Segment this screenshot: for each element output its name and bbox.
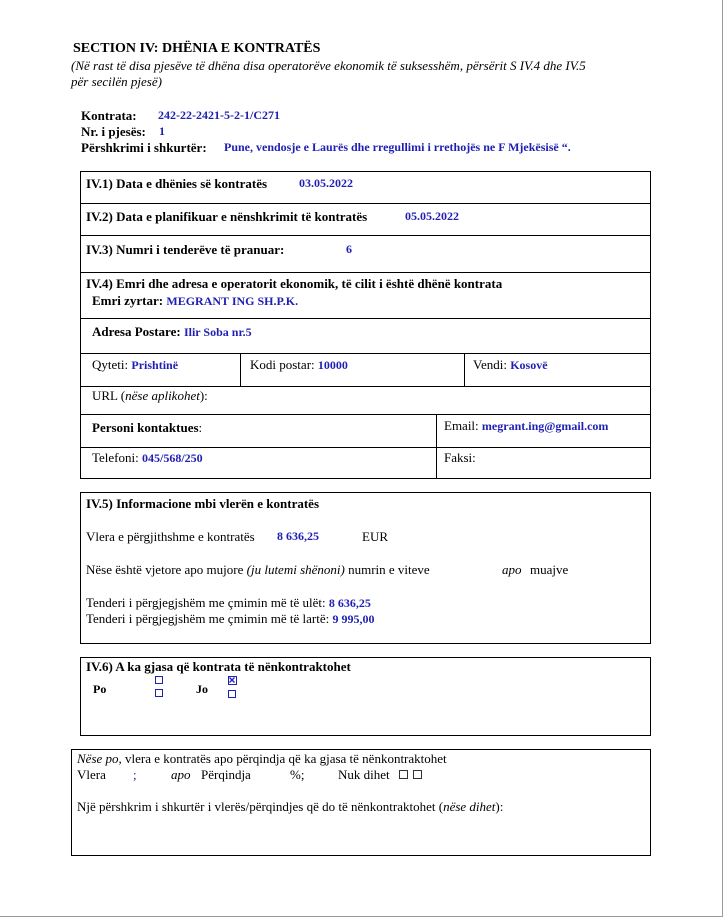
kodi-row [250,357,348,373]
adresa-row: Adresa Postare: Ilir Soba nr.5 [92,324,252,339]
apo-text: apo [502,562,522,577]
percent-sign: %; [290,767,305,782]
divider [80,386,651,387]
telefoni-value: 045/568/250 [142,451,203,465]
jo-checkbox[interactable] [228,690,236,698]
ulet-value: 8 636,25 [328,596,371,610]
personi-row: Personi kontaktues: [92,420,203,435]
iv3-value: 6 [346,242,352,256]
adresa-value: Ilir Soba nr.5 [183,325,252,339]
email-row [444,418,608,434]
adresa-label: Adresa Postare [92,324,177,339]
url-label: URL ( [92,388,126,403]
semicolon: ; [133,767,137,782]
iv6-label: IV.6) A ka gjasa që kontrata të nënkontraktohet [86,659,351,674]
ulet-row [86,595,371,611]
vlera-label-sub: Vlera [77,767,106,782]
pershkrimi-label: Përshkrimi i shkurtër: [81,140,207,155]
vendi-label: Vendi: [473,357,507,372]
qyteti-value: Prishtinë [131,358,179,372]
vjetore-row [86,562,430,578]
vjetore-text2: numrin e viteve [348,562,430,577]
telefoni-row [92,450,203,466]
kodi-value: 10000 [317,358,348,372]
nese-po: Nëse po, [77,751,122,766]
divider [80,235,651,236]
pershkrim-note: nëse dihet [443,799,496,814]
vjetore-note: (ju lutemi shënoni) [246,562,345,577]
faksi-label: Faksi: [444,450,476,465]
larte-label: Tenderi i përgjegjshëm me çmimin më të lartë: [86,611,330,626]
pershkrim-end: ): [495,799,504,814]
line1-rest: vlera e kontratës apo përqindja që ka gjasa të nënkontraktohet [121,751,447,766]
iv5-label: IV.5) Informacione mbi vlerën e kontratës [86,496,320,511]
emri-value: MEGRANT ING SH.P.K. [166,294,299,308]
email-value: megrant.ing@gmail.com [481,419,609,433]
currency: EUR [362,529,388,544]
iv4-label: IV.4) Emri dhe adresa e operatorit ekonomik, të cilit i është dhënë kontrata [86,276,503,291]
pershkrimi-value: Pune, vendosje e Laurës dhe rregullimi i rrethojës ne F Mjekësisë “. [224,140,571,154]
larte-value: 9 995,00 [332,612,375,626]
apo-sub: apo [171,767,191,782]
section-note-line1: (Në rast të disa pjesëve të dhëna disa operatorëve ekonomik të suksesshëm, përsërit S IV.4 dhe IV.5 [71,58,586,73]
iv1-value: 03.05.2022 [299,176,353,190]
perqindja-label: Përqindja [201,767,251,782]
divider [464,353,465,386]
po-label: Po [93,682,107,696]
divider [80,203,651,204]
qyteti-row [92,357,178,373]
iv1-label: IV.1) Data e dhënies së kontratës [86,176,268,191]
kodi-label: Kodi postar: [250,357,315,372]
ulet-label: Tenderi i përgjegjshëm me çmimin më të ulët: [86,595,326,610]
divider [80,414,651,415]
jo-label: Jo [196,682,208,696]
vjetore-text1: Nëse është vjetore apo mujore [86,562,244,577]
subcontract-line1 [77,751,447,767]
vlera-label: Vlera e përgjithshme e kontratës [86,529,255,544]
iv2-value: 05.05.2022 [405,209,459,223]
emri-label: Emri zyrtar [92,293,159,308]
section-title: SECTION IV: DHËNIA E KONTRATËS [73,41,321,56]
pershkrim-row [77,799,503,815]
nuk-dihet-checkbox-1[interactable] [399,770,408,779]
divider [80,353,651,354]
vlera-value: 8 636,25 [277,529,319,543]
vendi-row [473,357,548,373]
kontrata-value: 242-22-2421-5-2-1/C271 [158,108,280,122]
telefoni-label: Telefoni: [92,450,139,465]
section-note-line2: për secilën pjesë) [71,74,162,89]
url-row [92,388,208,404]
pershkrim-text: Një përshkrim i shkurtër i vlerës/përqindjes që do të nënkontraktohet ( [77,799,444,814]
divider [80,318,651,319]
kontrata-label: Kontrata: [81,108,137,123]
iv3-label: IV.3) Numri i tenderëve të pranuar: [86,242,285,257]
divider [80,447,651,448]
url-end: ): [199,388,208,403]
po-checkbox[interactable] [155,689,163,697]
divider [240,353,241,386]
muajve-text: muajve [530,562,569,577]
divider [80,272,651,273]
divider [436,414,437,479]
check-x-icon [229,677,235,683]
jo-checkbox-checked[interactable] [228,676,237,685]
qyteti-label: Qyteti: [92,357,129,372]
larte-row [86,611,375,627]
po-checkbox-top[interactable] [155,676,163,684]
emri-row: Emri zyrtar: MEGRANT ING SH.P.K. [92,293,299,308]
nuk-dihet-label: Nuk dihet [338,767,390,782]
vendi-value: Kosovë [510,358,548,372]
personi-label: Personi kontaktues [92,420,199,435]
pjese-value: 1 [159,124,165,138]
pjese-label: Nr. i pjesës: [81,124,146,139]
url-note: nëse aplikohet [125,388,200,403]
iv2-label: IV.2) Data e planifikuar e nënshkrimit të kontratës [86,209,368,224]
email-label: Email: [444,418,479,433]
nuk-dihet-checkbox-2[interactable] [413,770,422,779]
